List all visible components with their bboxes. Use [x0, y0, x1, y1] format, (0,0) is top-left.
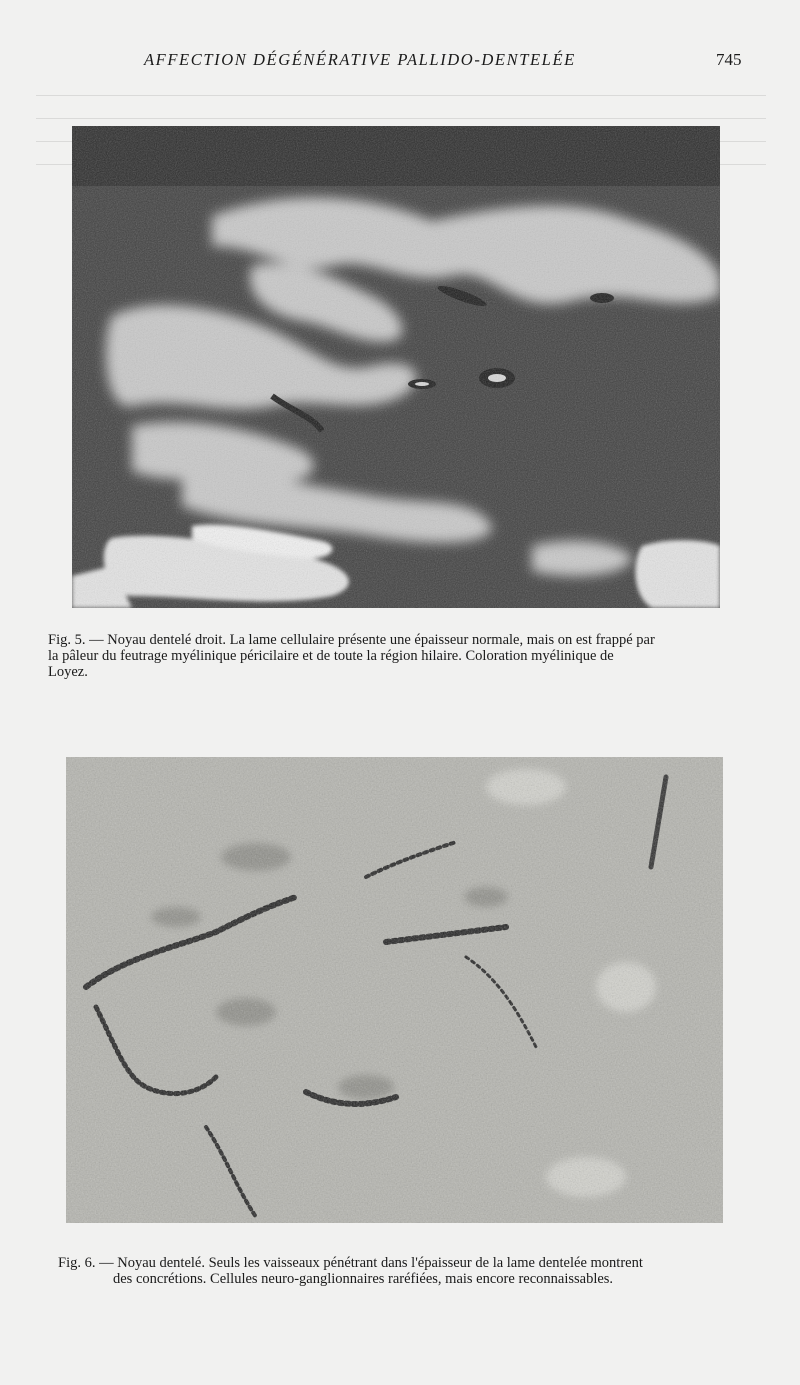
- figure-6-image: [66, 757, 723, 1223]
- caption-line: Fig. 6. — Noyau dentelé. Seuls les vaisseaux pénétrant dans l'épaisseur de la lame dentelée montrent: [58, 1255, 643, 1271]
- caption-line: Fig. 5. — Noyau dentelé droit. La lame cellulaire présente une épaisseur normale, mais on est frappé par: [48, 632, 655, 648]
- caption-line: Loyez.: [48, 664, 88, 680]
- caption-line: la pâleur du feutrage myélinique péricilaire et de toute la région hilaire. Coloration myélinique de: [48, 648, 614, 664]
- page-number: 745: [716, 50, 742, 69]
- figure-5-micrograph: [72, 126, 720, 608]
- caption-line: des concrétions. Cellules neuro-ganglionnaires raréfiées, mais encore reconnaissables.: [113, 1271, 614, 1287]
- figure-5-image: [72, 126, 720, 608]
- running-title: AFFECTION DÉGÉNÉRATIVE PALLIDO-DENTELÉE: [144, 50, 576, 69]
- figure-5-caption: [48, 632, 753, 680]
- figure-6-micrograph: [66, 757, 723, 1223]
- figure-6-caption: [58, 1255, 763, 1287]
